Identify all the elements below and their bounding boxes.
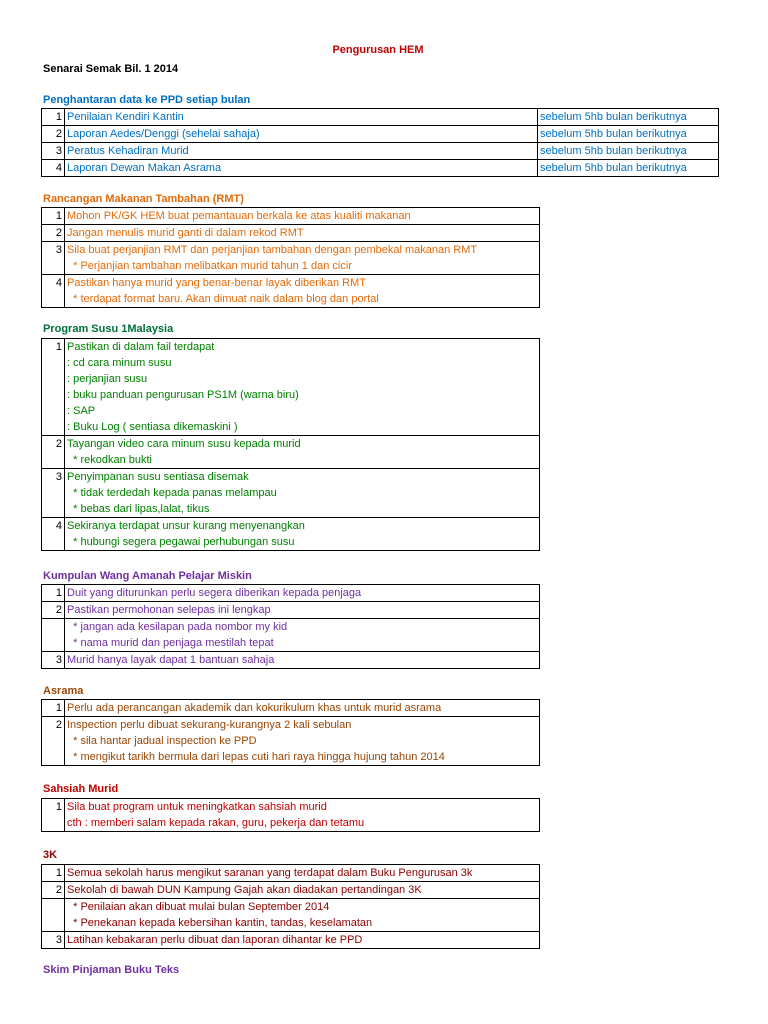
row-number: 4 (42, 518, 65, 551)
row-number: 3 (42, 469, 65, 518)
row-deadline: sebelum 5hb bulan berikutnya (538, 160, 719, 177)
item-line: Mohon PK/GK HEM buat pemantauan berkala ke atas kualiti makanan (67, 210, 411, 222)
row-item (65, 700, 540, 717)
item-line: * tidak terdedah kepada panas melampau (67, 487, 277, 499)
row-number: 3 (42, 932, 65, 949)
section-title-ppd: Penghantaran data ke PPD setiap bulan (43, 94, 251, 106)
table-sahsiah (41, 798, 540, 832)
section-title-skim: Skim Pinjaman Buku Teks (43, 964, 180, 976)
item-line: Sila buat perjanjian RMT dan perjanjian tambahan dengan pembekal makanan RMT (67, 244, 478, 256)
item-line: * mengikut tarikh bermula dari lepas cuti hari raya hingga hujung tahun 2014 (67, 751, 445, 763)
row-item (65, 652, 540, 669)
table-row (42, 717, 540, 766)
item-line: * bebas dari lipas,lalat, tikus (67, 503, 210, 515)
row-number: 1 (42, 208, 65, 225)
table-row (42, 126, 719, 143)
table-row (42, 208, 540, 225)
row-item (65, 339, 540, 436)
item-line: Pastikan permohonan selepas ini lengkap (67, 604, 271, 616)
item-line: Sekiranya terdapat unsur kurang menyenangkan (67, 520, 305, 532)
row-item (65, 275, 540, 308)
row-number: 4 (42, 160, 65, 177)
table-row (42, 275, 540, 308)
row-number: 1 (42, 865, 65, 882)
item-line: * terdapat format baru. Akan dimuat naik dalam blog dan portal (67, 293, 379, 305)
row-number: 2 (42, 436, 65, 469)
row-item: Laporan Aedes/Denggi (sehelai sahaja) (65, 126, 538, 143)
section-title-asrama: Asrama (43, 685, 84, 697)
row-item (65, 242, 540, 275)
item-line: * Penilaian akan dibuat mulai bulan September 2014 (67, 901, 330, 913)
row-item (65, 469, 540, 518)
row-number: 3 (42, 143, 65, 160)
section-title-kwapm: Kumpulan Wang Amanah Pelajar Miskin (43, 570, 252, 582)
table-row (42, 143, 719, 160)
row-number (42, 619, 65, 652)
table-row (42, 932, 540, 949)
table-row (42, 436, 540, 469)
table-kwapm (41, 584, 540, 669)
table-row (42, 865, 540, 882)
row-item (65, 882, 540, 899)
table-row (42, 700, 540, 717)
row-number: 3 (42, 242, 65, 275)
item-line: * hubungi segera pegawai perhubungan susu (67, 536, 295, 548)
table-3k (41, 864, 540, 949)
row-item (65, 799, 540, 832)
row-item: Laporan Dewan Makan Asrama (65, 160, 538, 177)
item-line: Murid hanya layak dapat 1 bantuan sahaja (67, 654, 275, 666)
item-line: Jangan menulis murid ganti di dalam rekod RMT (67, 227, 304, 239)
row-item (65, 436, 540, 469)
row-item (65, 717, 540, 766)
row-number: 2 (42, 126, 65, 143)
item-line: Semua sekolah harus mengikut saranan yang terdapat dalam Buku Pengurusan 3k (67, 867, 473, 879)
table-row (42, 882, 540, 899)
table-asrama (41, 699, 540, 766)
table-row (42, 602, 540, 619)
item-line: : Buku Log ( sentiasa dikemaskini ) (67, 421, 238, 433)
item-line: Pastikan di dalam fail terdapat (67, 341, 215, 353)
row-number: 2 (42, 602, 65, 619)
item-line: Latihan kebakaran perlu dibuat dan laporan dihantar ke PPD (67, 934, 363, 946)
section-title-susu: Program Susu 1Malaysia (43, 323, 174, 335)
row-item: Peratus Kehadiran Murid (65, 143, 538, 160)
row-number: 1 (42, 585, 65, 602)
row-item (65, 619, 540, 652)
row-item (65, 518, 540, 551)
row-deadline: sebelum 5hb bulan berikutnya (538, 126, 719, 143)
table-row (42, 652, 540, 669)
item-line: * nama murid dan penjaga mestilah tepat (67, 637, 274, 649)
table-row (42, 242, 540, 275)
row-item: Penilaian Kendiri Kantin (65, 109, 538, 126)
row-number: 3 (42, 652, 65, 669)
item-line: : SAP (67, 405, 96, 417)
table-row (42, 109, 719, 126)
row-number: 1 (42, 339, 65, 436)
row-item (65, 932, 540, 949)
item-line: Tayangan video cara minum susu kepada murid (67, 438, 301, 450)
item-line: * Penekanan kepada kebersihan kantin, tandas, keselamatan (67, 917, 373, 929)
table-row (42, 339, 540, 436)
section-title-sahsiah: Sahsiah Murid (43, 783, 119, 795)
table-row (42, 899, 540, 932)
item-line: : cd cara minum susu (67, 357, 172, 369)
row-number: 4 (42, 275, 65, 308)
row-number: 1 (42, 109, 65, 126)
item-line: * sila hantar jadual inspection ke PPD (67, 735, 257, 747)
item-line: Penyimpanan susu sentiasa disemak (67, 471, 249, 483)
table-row (42, 799, 540, 832)
row-item (65, 899, 540, 932)
table-row (42, 518, 540, 551)
table-row (42, 469, 540, 518)
table-row (42, 160, 719, 177)
item-line: : buku panduan pengurusan PS1M (warna biru) (67, 389, 299, 401)
row-number: 2 (42, 225, 65, 242)
item-line: * Perjanjian tambahan melibatkan murid tahun 1 dan cicir (67, 260, 352, 272)
table-row (42, 585, 540, 602)
row-number: 1 (42, 799, 65, 832)
section-title-3k: 3K (43, 849, 58, 861)
table-ppd (41, 108, 719, 177)
page-title: Pengurusan HEM (332, 44, 424, 56)
table-susu (41, 338, 540, 551)
row-number (42, 899, 65, 932)
item-line: * jangan ada kesilapan pada nombor my kid (67, 621, 288, 633)
table-rmt (41, 207, 540, 308)
row-item (65, 865, 540, 882)
item-line: Sekolah di bawah DUN Kampung Gajah akan diadakan pertandingan 3K (67, 884, 422, 896)
item-line: cth : memberi salam kepada rakan, guru, pekerja dan tetamu (67, 817, 365, 829)
row-number: 1 (42, 700, 65, 717)
item-line: Perlu ada perancangan akademik dan kokurikulum khas untuk murid asrama (67, 702, 442, 714)
row-number: 2 (42, 882, 65, 899)
item-line: : perjanjian susu (67, 373, 148, 385)
item-line: * rekodkan bukti (67, 454, 152, 466)
item-line: Duit yang diturunkan perlu segera diberikan kepada penjaga (67, 587, 362, 599)
section-title-rmt: Rancangan Makanan Tambahan (RMT) (43, 193, 244, 205)
table-row (42, 619, 540, 652)
page-subtitle: Senarai Semak Bil. 1 2014 (43, 63, 179, 75)
item-line: Pastikan hanya murid yang benar-benar layak diberikan RMT (67, 277, 366, 289)
table-row (42, 225, 540, 242)
row-item (65, 225, 540, 242)
row-number: 2 (42, 717, 65, 766)
item-line: Inspection perlu dibuat sekurang-kurangnya 2 kali sebulan (67, 719, 352, 731)
row-item (65, 602, 540, 619)
row-item (65, 208, 540, 225)
row-deadline: sebelum 5hb bulan berikutnya (538, 109, 719, 126)
row-deadline: sebelum 5hb bulan berikutnya (538, 143, 719, 160)
item-line: Sila buat program untuk meningkatkan sahsiah murid (67, 801, 327, 813)
row-item (65, 585, 540, 602)
